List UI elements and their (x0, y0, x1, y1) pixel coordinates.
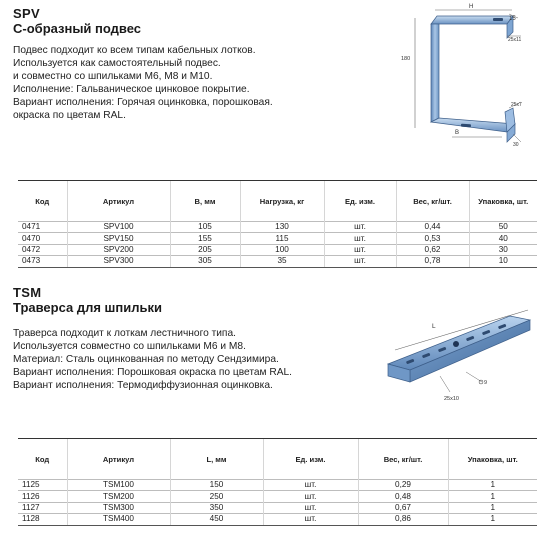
tsm-cell-article: TSM200 (67, 491, 170, 502)
spv-cell-load: 130 (240, 222, 324, 233)
tsm-cell-weight: 0,67 (358, 502, 448, 513)
spv-cell-unit: шт. (324, 256, 396, 267)
spv-cell-weight: 0,53 (396, 233, 469, 244)
spv-table-header (18, 181, 537, 222)
tsm-cell-code: 1126 (18, 491, 67, 502)
tsm-cell-article: TSM300 (67, 502, 170, 513)
spv-cell-pack: 30 (469, 244, 537, 255)
spv-header-code: Код (35, 196, 50, 206)
spv-code: SPV (13, 6, 40, 21)
tsm-header-l: L, мм (170, 439, 263, 480)
spv-description (13, 44, 273, 122)
tsm-cell-l: 250 (170, 491, 263, 502)
tsm-header-article: Артикул (67, 439, 170, 480)
tsm-cell-weight: 0,48 (358, 491, 448, 502)
table-row (18, 256, 537, 267)
spv-header-b: В, мм (170, 181, 240, 222)
tsm-cell-article: TSM400 (67, 514, 170, 525)
spv-cell-weight: 0,62 (396, 244, 469, 255)
spv-cell-unit: шт. (324, 222, 396, 233)
diameter-icon (479, 380, 483, 384)
tsm-dim-l: L (432, 323, 436, 330)
table-row (18, 502, 537, 513)
spv-cell-code: 0470 (18, 233, 67, 244)
spv-desc-line: Подвес подходит ко всем типам кабельных лотков. (13, 45, 256, 56)
tsm-cell-code: 1125 (18, 480, 67, 491)
spv-cell-load: 100 (240, 244, 324, 255)
tsm-cell-pack: 1 (448, 491, 537, 502)
tsm-cell-l: 350 (170, 502, 263, 513)
tsm-table (18, 439, 537, 526)
spv-desc-line: окраска по цветам RAL. (13, 110, 126, 121)
spv-desc-line: и совместно со шпильками М6, М8 и М10. (13, 71, 213, 82)
spv-cell-pack: 10 (469, 256, 537, 267)
table-row (18, 244, 537, 255)
tsm-desc-line: Траверса подходит к лоткам лестничного типа. (13, 328, 236, 339)
tsm-desc-line: Материал: Сталь оцинкованная по методу Сендзимира. (13, 354, 279, 365)
tsm-cell-code: 1127 (18, 502, 67, 513)
spv-header-weight: Вес, кг/шт. (396, 181, 469, 222)
tsm-dim-hole: 25x10 (444, 396, 459, 402)
table-row (18, 514, 537, 525)
spv-cell-article: SPV150 (67, 233, 170, 244)
spv-desc-line: Используется как самостоятельный подвес. (13, 58, 221, 69)
spv-cell-b: 205 (170, 244, 240, 255)
spv-cell-code: 0473 (18, 256, 67, 267)
spv-cell-pack: 40 (469, 233, 537, 244)
spv-cell-weight: 0,78 (396, 256, 469, 267)
tsm-cell-weight: 0,86 (358, 514, 448, 525)
tsm-cell-l: 450 (170, 514, 263, 525)
spv-header-unit: Ед. изм. (324, 181, 396, 222)
spv-dim-b: B (455, 130, 460, 136)
tsm-cell-unit: шт. (263, 480, 358, 491)
tsm-cell-code: 1128 (18, 514, 67, 525)
tsm-desc-line: Используется совместно со шпильками М6 и М8. (13, 341, 246, 352)
spv-cell-article: SPV300 (67, 256, 170, 267)
tsm-cell-unit: шт. (263, 502, 358, 513)
tsm-desc-line: Вариант исполнения: Термодиффузионная оцинковка. (13, 380, 273, 391)
spv-dim-depth: 30 (513, 142, 519, 148)
tsm-code: TSM (13, 285, 42, 300)
table-row (18, 491, 537, 502)
spv-table (18, 181, 537, 268)
spv-cell-weight: 0,44 (396, 222, 469, 233)
tsm-cell-article: TSM100 (67, 480, 170, 491)
table-row (18, 222, 537, 233)
spv-cell-b: 305 (170, 256, 240, 267)
tsm-cell-pack: 1 (448, 502, 537, 513)
table-row (18, 480, 537, 491)
tsm-description (13, 327, 292, 392)
spv-dim-h-val: 15 (509, 16, 516, 22)
tsm-cell-pack: 1 (448, 514, 537, 525)
spv-cell-code: 0472 (18, 244, 67, 255)
spv-header-load: Нагрузка, кг (240, 181, 324, 222)
spv-header-article: Артикул (67, 181, 170, 222)
tsm-desc-line: Вариант исполнения: Порошковая окраска по цветам RAL. (13, 367, 293, 378)
spv-desc-line: Исполнение: Гальваническое цинковое покрытие. (13, 84, 250, 95)
spv-cell-b: 105 (170, 222, 240, 233)
tsm-title: Траверса для шпильки (13, 300, 162, 315)
tsm-cell-l: 150 (170, 480, 263, 491)
spv-dim-h: H (469, 4, 474, 10)
spv-cell-pack: 50 (469, 222, 537, 233)
tsm-cell-pack: 1 (448, 480, 537, 491)
spv-title: С-образный подвес (13, 21, 142, 36)
table-row (18, 233, 537, 244)
tsm-header-pack: Упаковка, шт. (448, 439, 537, 480)
spv-cell-unit: шт. (324, 244, 396, 255)
tsm-traverse-drawing (370, 302, 540, 414)
tsm-table-header (18, 439, 537, 480)
spv-desc-line: Вариант исполнения: Горячая оцинковка, порошковая. (13, 97, 273, 108)
tsm-cell-unit: шт. (263, 491, 358, 502)
tsm-cell-unit: шт. (263, 514, 358, 525)
tsm-header-code: Код (35, 454, 50, 464)
spv-cell-b: 155 (170, 233, 240, 244)
spv-cell-article: SPV200 (67, 244, 170, 255)
tsm-dim-hole-d: 9 (484, 380, 488, 386)
spv-cell-load: 115 (240, 233, 324, 244)
tsm-cell-weight: 0,29 (358, 480, 448, 491)
tsm-header-unit: Ед. изм. (263, 439, 358, 480)
tsm-header-weight: Вес, кг/шт. (358, 439, 448, 480)
spv-cell-load: 35 (240, 256, 324, 267)
spv-c-hanger-drawing (395, 0, 535, 165)
spv-dim-bottom-hole: 25x7 (511, 102, 522, 108)
spv-cell-code: 0471 (18, 222, 67, 233)
spv-cell-unit: шт. (324, 233, 396, 244)
spv-cell-article: SPV100 (67, 222, 170, 233)
spv-dim-top-hole: 25x11 (508, 37, 522, 43)
spv-dim-height: 180 (401, 56, 411, 62)
spv-header-pack: Упаковка, шт. (469, 181, 537, 222)
